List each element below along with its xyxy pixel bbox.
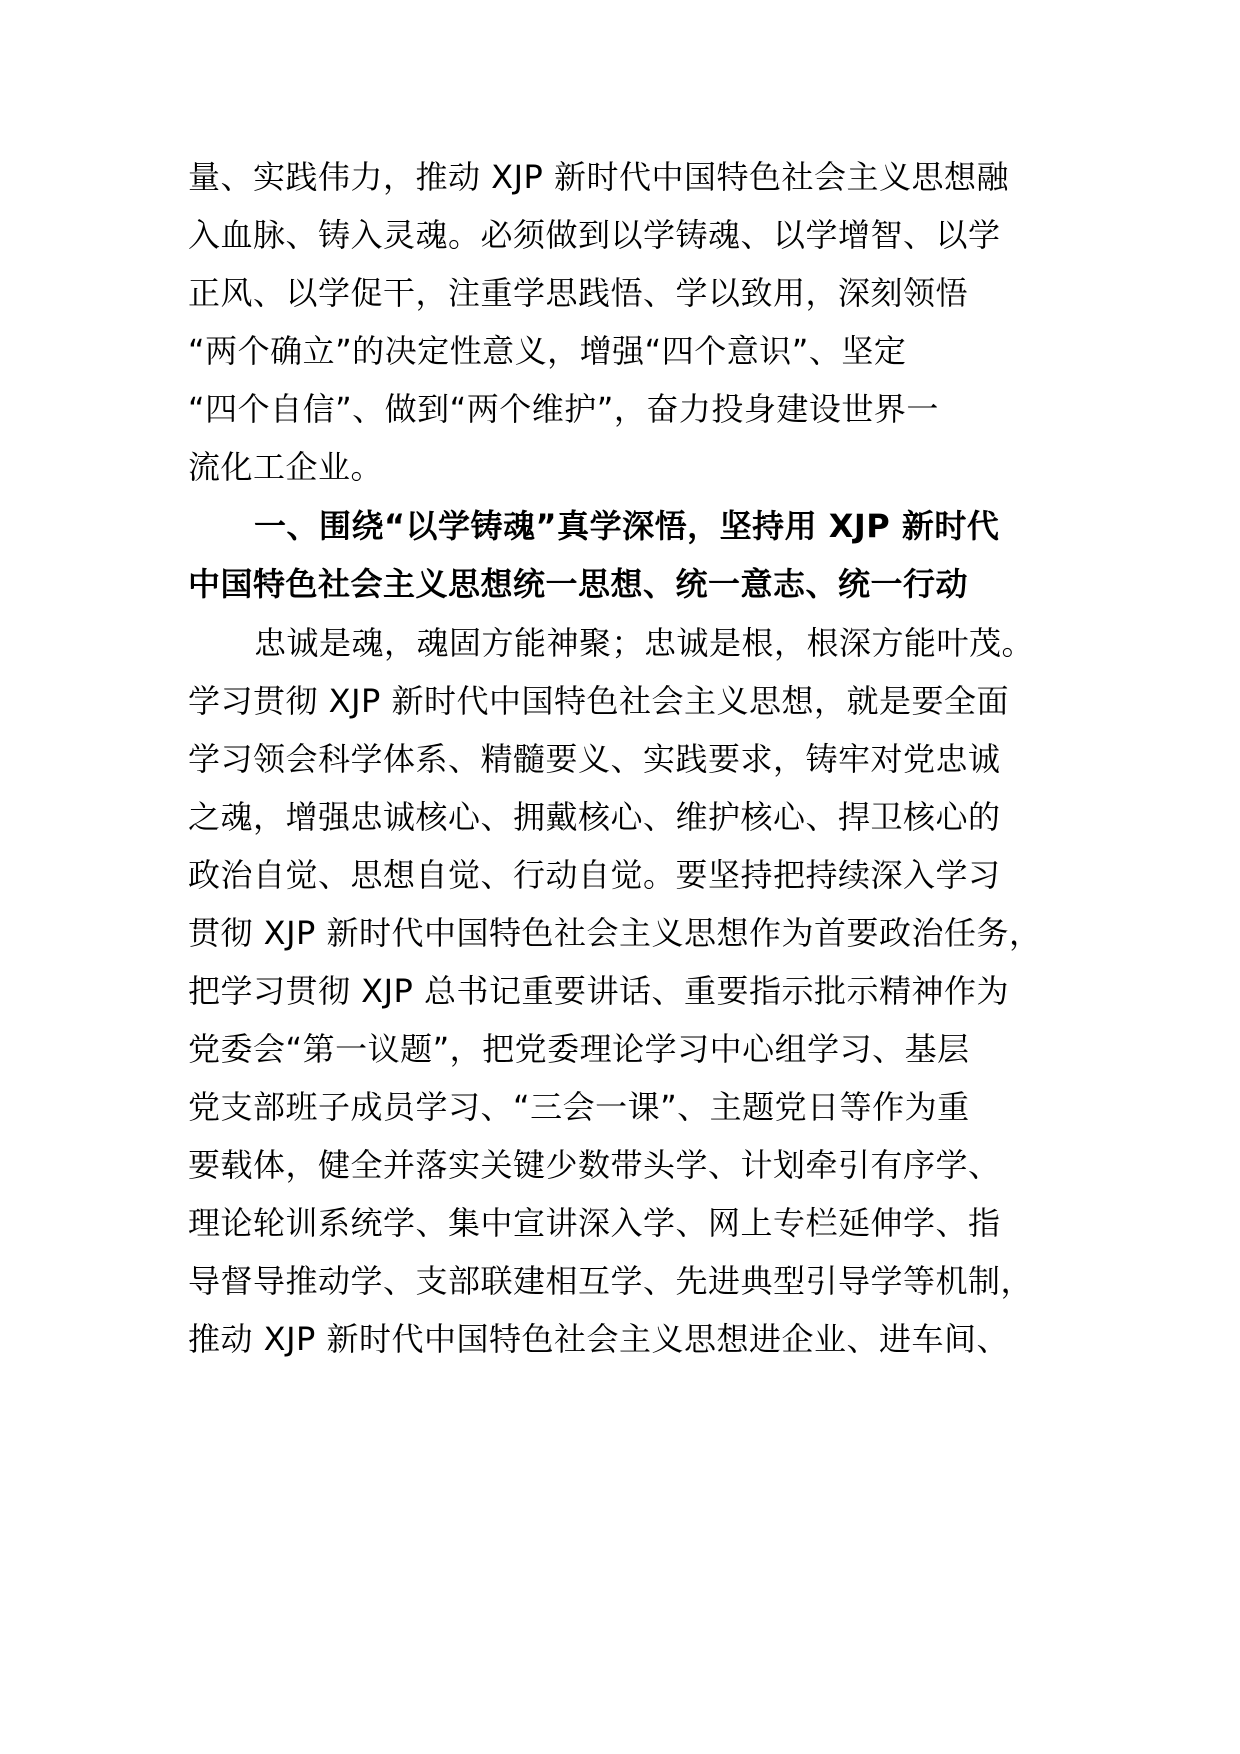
body-text-line: 流化工企业。: [188, 448, 384, 486]
body-text-line: 党支部班子成员学习、“三会一课”、主题党日等作为重: [188, 1088, 970, 1126]
body-text-line: 理论轮训系统学、集中宣讲深入学、网上专栏延伸学、指: [188, 1204, 1001, 1242]
body-text-line: 推动 XJP 新时代中国特色社会主义思想进企业、进车间、: [188, 1320, 1010, 1358]
body-text-line: 入血脉、铸入灵魂。必须做到以学铸魂、以学增智、以学: [188, 216, 1001, 254]
body-text-line: 要载体，健全并落实关键少数带头学、计划牵引有序学、: [188, 1146, 1001, 1184]
body-text-line: 党委会“第一议题”，把党委理论学习中心组学习、基层: [188, 1030, 970, 1068]
body-text-line: 忠诚是魂，魂固方能神聚；忠诚是根，根深方能叶茂。: [254, 624, 1035, 662]
body-text-line: 政治自觉、思想自觉、行动自觉。要坚持把持续深入学习: [188, 856, 1001, 894]
body-text-line: 学习领会科学体系、精髓要义、实践要求，铸牢对党忠诚: [188, 740, 1001, 778]
body-text-line: 贯彻 XJP 新时代中国特色社会主义思想作为首要政治任务，: [188, 914, 1042, 952]
body-text-line: 把学习贯彻 XJP 总书记重要讲话、重要指示批示精神作为: [188, 972, 1010, 1010]
body-text-line: “四个自信”、做到“两个维护”，奋力投身建设世界一: [188, 390, 939, 428]
body-text-line: “两个确立”的决定性意义，增强“四个意识”、坚定: [188, 332, 907, 370]
body-text-line: 学习贯彻 XJP 新时代中国特色社会主义思想，就是要全面: [188, 682, 1010, 720]
body-text-line: 量、实践伟力，推动 XJP 新时代中国特色社会主义思想融: [188, 158, 1010, 196]
section-heading-line: 中国特色社会主义思想统一思想、统一意志、统一行动: [188, 565, 969, 603]
section-heading-line: 一、围绕“以学铸魂”真学深悟，坚持用 XJP 新时代: [254, 507, 1000, 545]
body-text-line: 正风、以学促干，注重学思践悟、学以致用，深刻领悟: [188, 274, 969, 312]
body-text-line: 导督导推动学、支部联建相互学、先进典型引导学等机制，: [188, 1262, 1034, 1300]
body-text-line: 之魂，增强忠诚核心、拥戴核心、维护核心、捍卫核心的: [188, 798, 1001, 836]
